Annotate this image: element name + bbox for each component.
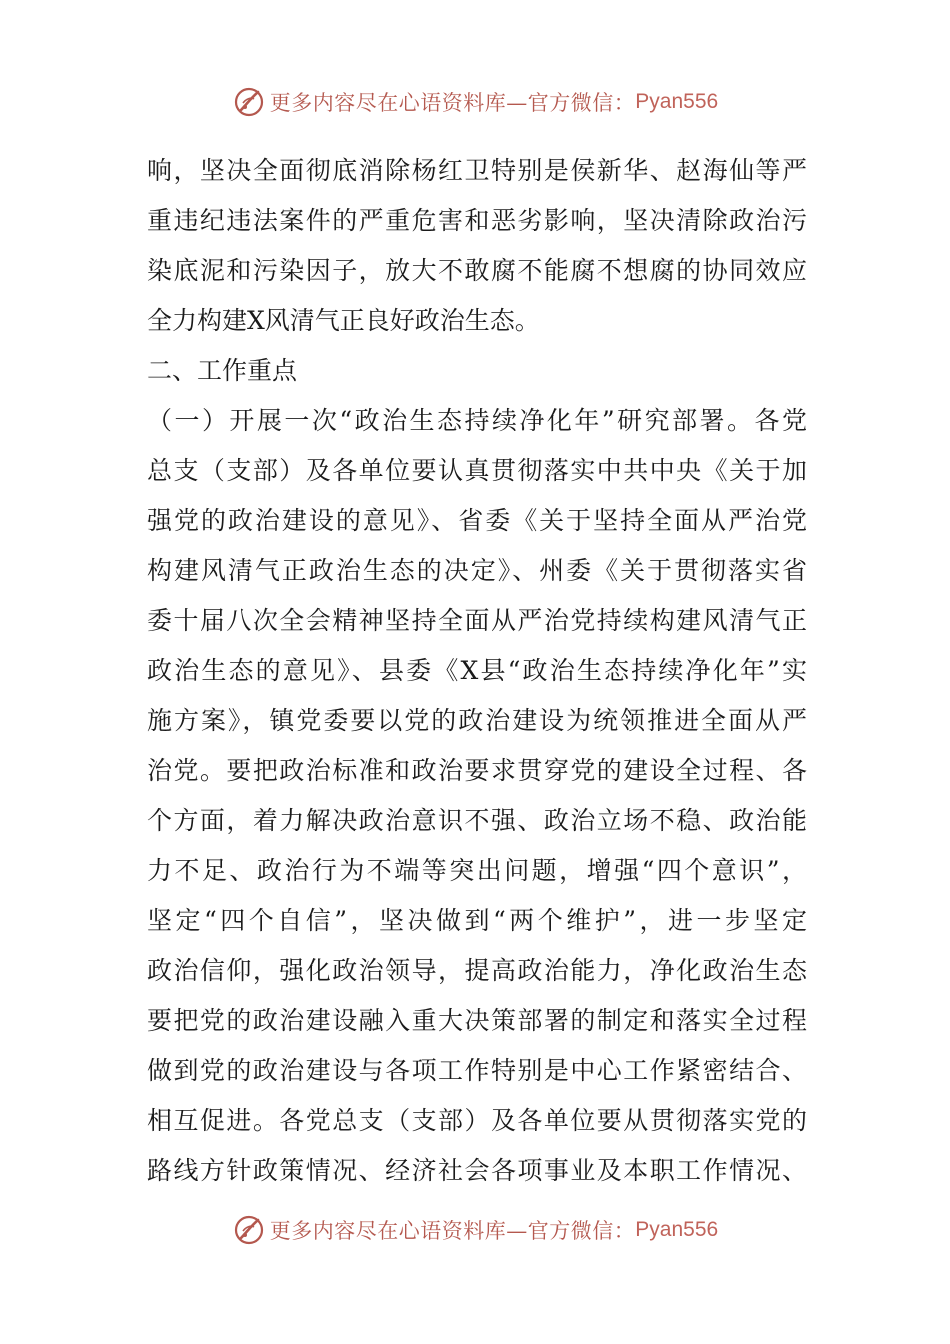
body-line: 施方案》，镇党委要以党的政治建设为统领推进全面从严	[147, 706, 807, 735]
body-line: 响，坚决全面彻底消除杨红卫特别是侯新华、赵海仙等严	[147, 156, 807, 185]
header-watermark	[0, 82, 950, 122]
body-line: 政治生态的意见》、县委《X县“政治生态持续净化年”实	[147, 656, 807, 685]
body-line: 政治信仰，强化政治领导，提高政治能力，净化政治生态	[147, 956, 807, 985]
pen-swirl-logo-icon	[232, 1213, 266, 1247]
body-line: 委十届八次全会精神坚持全面从严治党持续构建风清气正	[147, 606, 807, 635]
watermark-wechat-id: Pyan556	[635, 1218, 719, 1241]
body-line: 个方面，着力解决政治意识不强、政治立场不稳、政治能	[147, 806, 807, 835]
footer-watermark	[0, 1210, 950, 1250]
watermark-site-text: 更多内容尽在心语资料库—官方微信：	[269, 91, 636, 115]
body-line: 路线方针政策情况、经济社会各项事业及本职工作情况、	[147, 1156, 807, 1185]
body-line: 强党的政治建设的意见》、省委《关于坚持全面从严治党	[147, 506, 807, 535]
pen-swirl-logo-icon	[232, 85, 266, 119]
body-line: 力不足、政治行为不端等突出问题，增强“四个意识”，	[147, 856, 807, 885]
body-line: 相互促进。各党总支（支部）及各单位要从贯彻落实党的	[147, 1106, 807, 1135]
body-line: 要把党的政治建设融入重大决策部署的制定和落实全过程	[147, 1006, 807, 1035]
body-line: 坚定“四个自信”，坚决做到“两个维护”，进一步坚定	[147, 906, 807, 935]
body-line: 重违纪违法案件的严重危害和恶劣影响，坚决清除政治污	[147, 206, 807, 235]
body-line: 做到党的政治建设与各项工作特别是中心工作紧密结合、	[147, 1056, 807, 1085]
watermark-site-text: 更多内容尽在心语资料库—官方微信：	[269, 1219, 636, 1243]
body-line: （一）开展一次“政治生态持续净化年”研究部署。各党	[147, 406, 807, 435]
body-line: 构建风清气正政治生态的决定》、州委《关于贯彻落实省	[147, 556, 807, 585]
document-body	[147, 146, 807, 1196]
watermark-wechat-id: Pyan556	[635, 90, 719, 113]
body-line: 总支（支部）及各单位要认真贯彻落实中共中央《关于加	[147, 456, 807, 485]
body-line: 全力构建X风清气正良好政治生态。	[147, 306, 540, 335]
body-line: 治党。要把政治标准和政治要求贯穿党的建设全过程、各	[147, 756, 807, 785]
section-heading: 二、工作重点	[147, 356, 298, 385]
body-line: 染底泥和污染因子，放大不敢腐不能腐不想腐的协同效应	[147, 256, 807, 285]
